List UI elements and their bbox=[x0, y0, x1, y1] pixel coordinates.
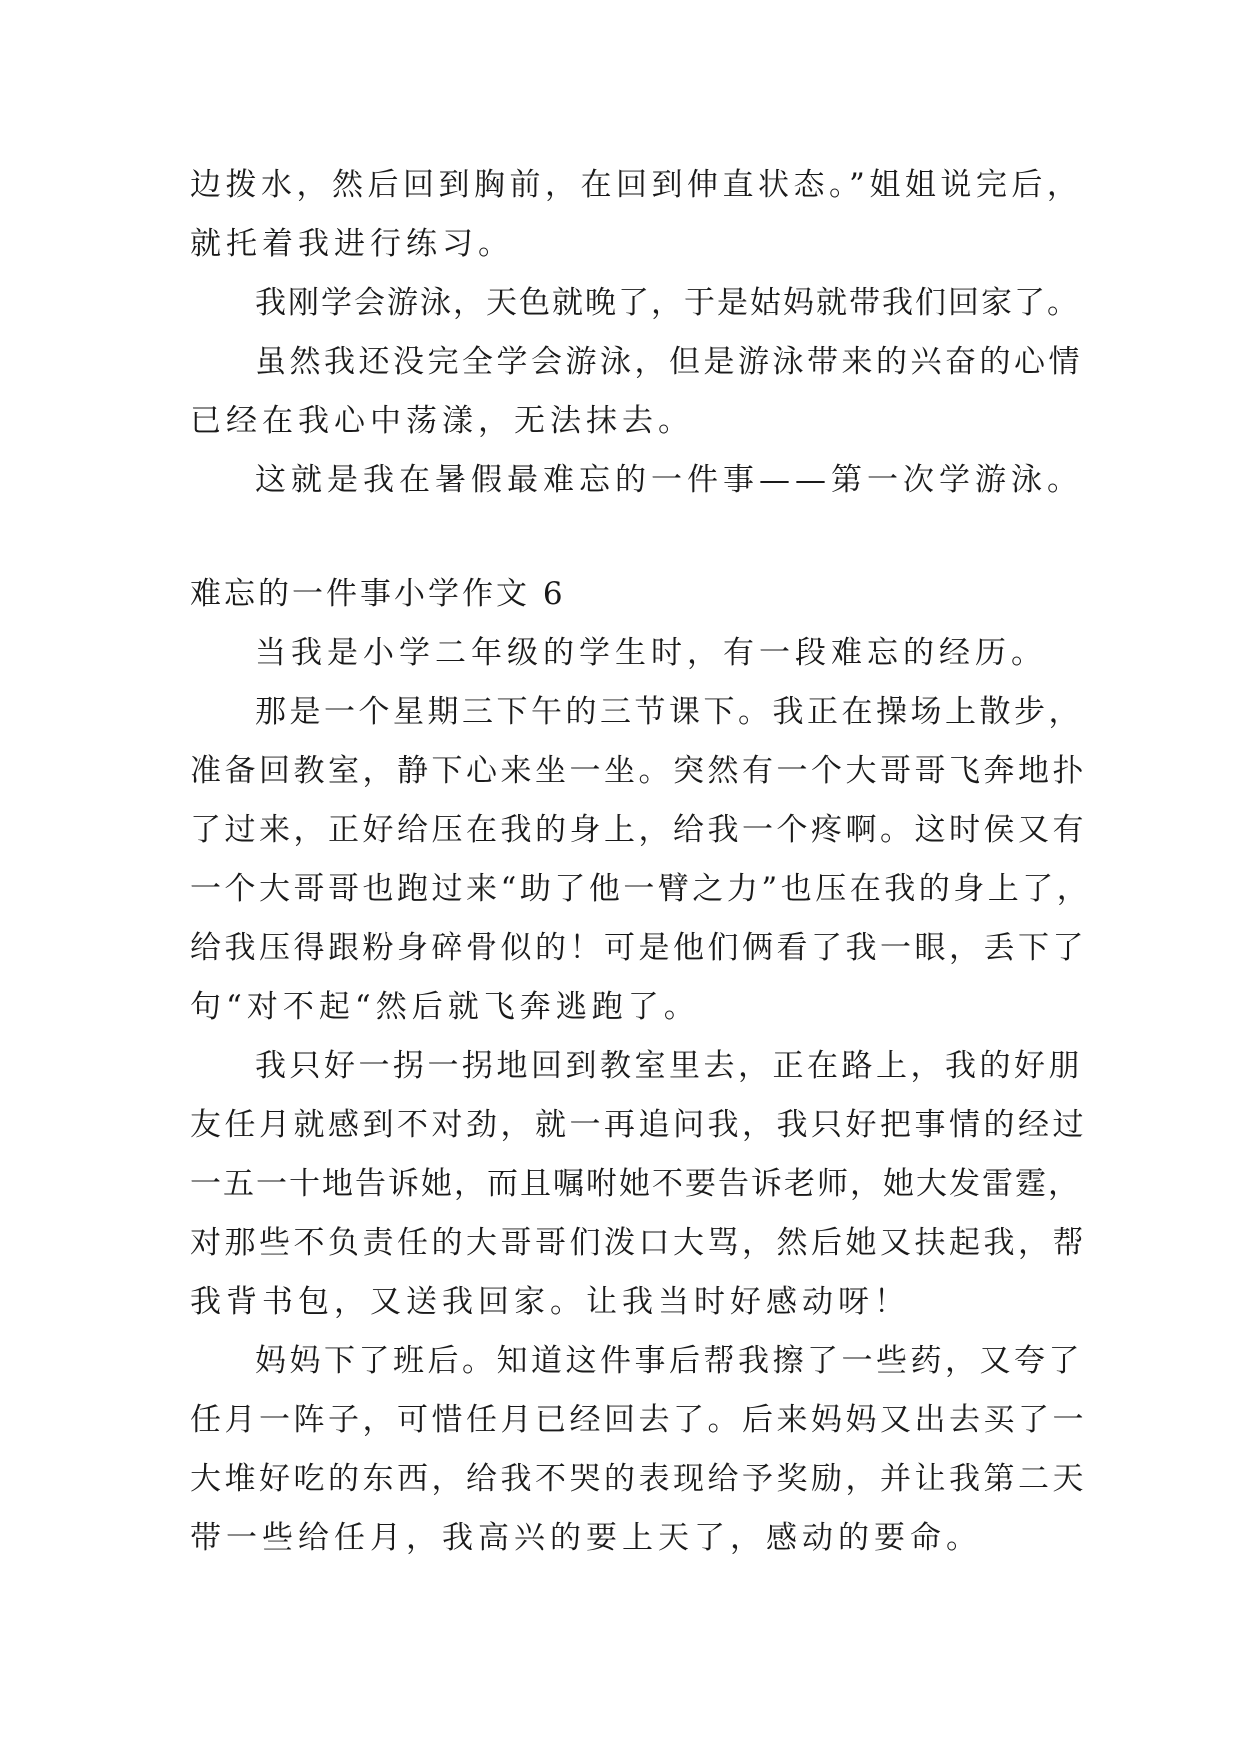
paragraph-line: 带一些给任月，我高兴的要上天了，感动的要命。 bbox=[190, 1520, 982, 1556]
paragraph-line: 一五一十地告诉她，而且嘱咐她不要告诉老师，她大发雷霆， bbox=[190, 1166, 1081, 1202]
paragraph-line: 当我是小学二年级的学生时，有一段难忘的经历。 bbox=[255, 635, 1047, 671]
paragraph-line: 我刚学会游泳，天色就晚了，于是姑妈就带我们回家了。 bbox=[255, 285, 1080, 321]
paragraph-line: 虽然我还没完全学会游泳，但是游泳带来的兴奋的心情 bbox=[255, 344, 1083, 380]
paragraph-line: 大堆好吃的东西，给我不哭的表现给予奖励，并让我第二天 bbox=[190, 1461, 1087, 1497]
paragraph-line: 给我压得跟粉身碎骨似的！可是他们俩看了我一眼，丢下了 bbox=[190, 930, 1087, 966]
paragraph-line: 我背书包，又送我回家。让我当时好感动呀！ bbox=[190, 1284, 910, 1320]
paragraph-line: 句“对不起“然后就飞奔逃跑了。 bbox=[190, 989, 700, 1025]
paragraph-line: 友任月就感到不对劲，就一再追问我，我只好把事情的经过 bbox=[190, 1107, 1087, 1143]
section-title: 难忘的一件事小学作文 6 bbox=[190, 576, 566, 612]
paragraph-line: 任月一阵子，可惜任月已经回去了。后来妈妈又出去买了一 bbox=[190, 1402, 1087, 1438]
paragraph-line: 妈妈下了班后。知道这件事后帮我擦了一些药，又夸了 bbox=[255, 1343, 1083, 1379]
paragraph-line: 了过来，正好给压在我的身上，给我一个疼啊。这时侯又有 bbox=[190, 812, 1087, 848]
paragraph-line: 那是一个星期三下午的三节课下。我正在操场上散步， bbox=[255, 694, 1083, 730]
paragraph-line: 对那些不负责任的大哥哥们泼口大骂，然后她又扶起我，帮 bbox=[190, 1225, 1087, 1261]
paragraph-line: 边拨水，然后回到胸前，在回到伸直状态。”姐姐说完后， bbox=[190, 167, 1083, 203]
paragraph-line: 我只好一拐一拐地回到教室里去，正在路上，我的好朋 bbox=[255, 1048, 1083, 1084]
paragraph-line: 这就是我在暑假最难忘的一件事——第一次学游泳。 bbox=[255, 462, 1083, 498]
paragraph-line: 准备回教室，静下心来坐一坐。突然有一个大哥哥飞奔地扑 bbox=[190, 753, 1087, 789]
paragraph-line: 一个大哥哥也跑过来“助了他一臂之力”也压在我的身上了， bbox=[190, 871, 1092, 907]
paragraph-line: 已经在我心中荡漾，无法抹去。 bbox=[190, 403, 694, 439]
paragraph-line: 就托着我进行练习。 bbox=[190, 226, 514, 262]
